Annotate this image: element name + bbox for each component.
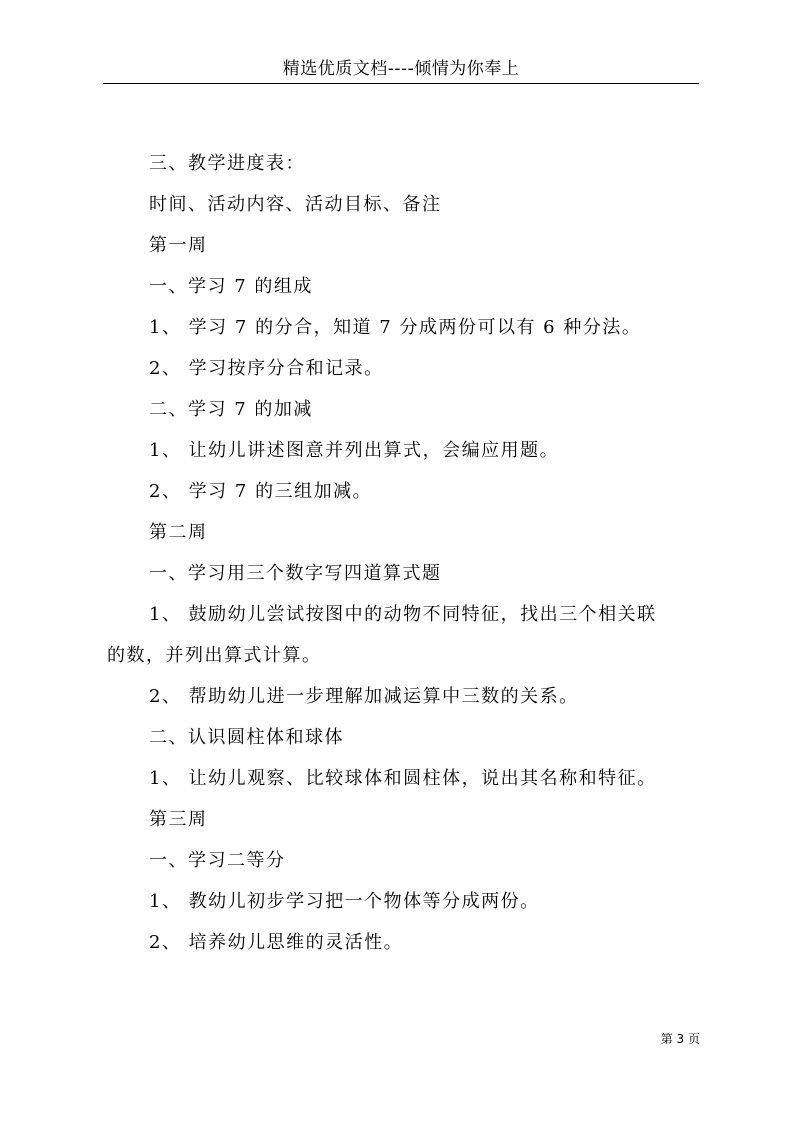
week-heading-3: 第三周 <box>149 809 208 830</box>
topic-heading: 一、学习 7 的组成 <box>149 276 313 297</box>
list-item-continuation: 的数，并列出算式计算。 <box>107 645 322 666</box>
table-columns-line: 时间、活动内容、活动目标、备注 <box>149 194 442 215</box>
list-item: 2、 培养幼儿思维的灵活性。 <box>149 932 404 953</box>
list-item: 1、 学习 7 的分合，知道 7 分成两份可以有 6 种分法。 <box>149 317 642 338</box>
header-divider <box>103 83 699 84</box>
page-number: 第 3 页 <box>660 1032 700 1046</box>
list-item: 2、 学习 7 的三组加减。 <box>149 481 373 502</box>
list-item: 2、 帮助幼儿进一步理解加减运算中三数的关系。 <box>149 686 579 707</box>
topic-heading: 二、认识圆柱体和球体 <box>149 727 344 748</box>
topic-heading: 二、学习 7 的加减 <box>149 399 313 420</box>
document-body <box>107 143 703 963</box>
list-item: 1、 教幼儿初步学习把一个物体等分成两份。 <box>149 891 540 912</box>
week-heading-1: 第一周 <box>149 235 208 256</box>
list-item: 1、 让幼儿讲述图意并列出算式，会编应用题。 <box>149 440 560 461</box>
list-item: 1、 鼓励幼儿尝试按图中的动物不同特征，找出三个相关联 <box>149 604 657 625</box>
topic-heading: 一、学习用三个数字写四道算式题 <box>149 563 442 584</box>
week-heading-2: 第二周 <box>149 522 208 543</box>
list-item: 2、 学习按序分合和记录。 <box>149 358 384 379</box>
list-item: 1、 让幼儿观察、比较球体和圆柱体，说出其名称和特征。 <box>149 768 657 789</box>
section-heading-schedule: 三、教学进度表： <box>149 153 305 174</box>
page-header-title: 精选优质文档----倾情为你奉上 <box>282 59 520 79</box>
topic-heading: 一、学习二等分 <box>149 850 286 871</box>
